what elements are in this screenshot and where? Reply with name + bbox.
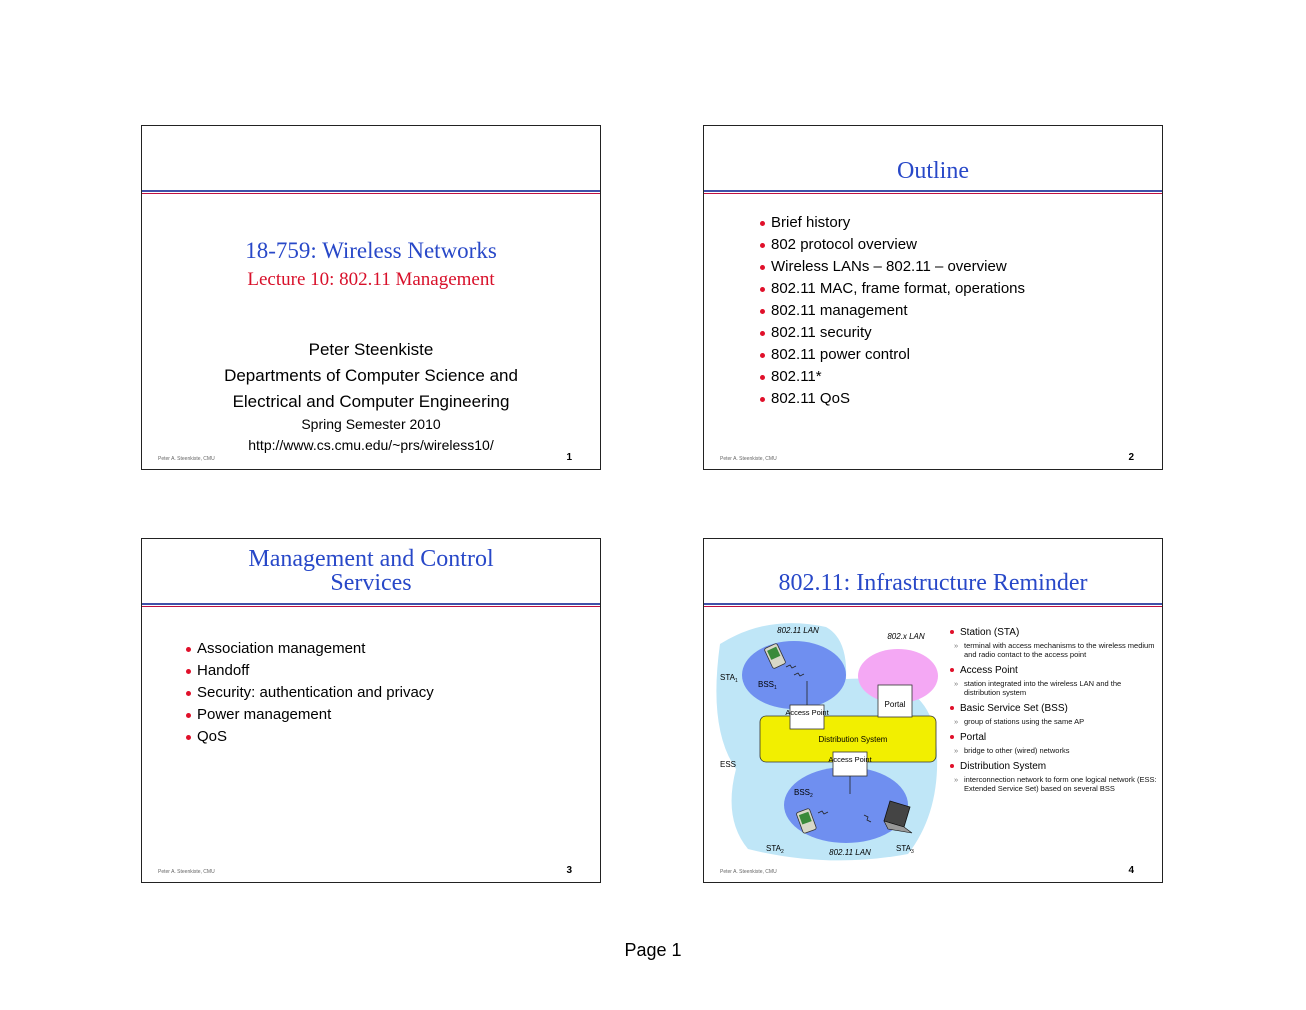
portal-label: Portal [884,700,906,709]
definition-text: » interconnection network to form one logical network (ESS: Extended Service Set) based on several BSS [950,775,1158,793]
wired-lan-label: 802.x LAN [887,632,925,641]
list-item: 802.11 security [760,322,1025,344]
distribution-system-label: Distribution System [818,735,888,744]
access-point-1-label: Access Point [785,708,829,717]
lan-top-label: 802.11 LAN [777,626,819,635]
slide-title-line-1: Management and Control [248,546,494,572]
sta3-label: $STA_3$ [896,844,914,855]
title-rule [704,190,1162,192]
title-rule-accent [704,606,1162,607]
slide-title: 802.11: Infrastructure Reminder [778,570,1088,596]
slide-number: 4 [1128,865,1134,876]
title-rule-accent [704,193,1162,194]
list-item: 802.11 management [760,300,1025,322]
bss1-label: $BSS_1$ [758,680,777,691]
outline-list [760,212,1025,410]
list-item: Access Point » station integrated into the wireless LAN and the distribution system [950,665,1158,697]
list-item: Basic Service Set (BSS) » group of stations using the same AP [950,703,1158,726]
lecture-title: Lecture 10: 802.11 Management [247,269,495,290]
course-title: 18-759: Wireless Networks [245,238,497,263]
list-item: 802 protocol overview [760,234,1025,256]
definition-text: » bridge to other (wired) networks [950,746,1158,755]
author: Peter Steenkiste [308,340,434,359]
list-item: Portal » bridge to other (wired) networks [950,732,1158,755]
bss2-label: $BSS_2$ [794,788,813,799]
slide-title: Outline [897,158,969,184]
slide-title-line-2: Services [330,570,412,596]
department-line-2: Electrical and Computer Engineering [232,392,510,411]
course-url: http://www.cs.cmu.edu/~prs/wireless10/ [248,437,494,453]
list-item: 802.11* [760,366,1025,388]
slide-4 [703,538,1163,883]
title-rule-accent [142,606,600,607]
list-item: Brief history [760,212,1025,234]
slide-3 [141,538,601,883]
slide-footer: Peter A. Steenkiste, CMU [720,869,777,875]
list-item: 802.11 QoS [760,388,1025,410]
slide-number: 2 [1128,452,1134,463]
semester: Spring Semester 2010 [301,416,441,432]
definition-text: » station integrated into the wireless LAN and the distribution system [950,679,1158,697]
page-label: Page 1 [624,940,682,960]
slide-1 [141,125,601,470]
list-item: 802.11 MAC, frame format, operations [760,278,1025,300]
list-item: Association management [186,638,434,660]
sta1-label: $STA_1$ [720,673,738,684]
list-item: Distribution System » interconnection network to form one logical network (ESS: Extended Service Set) based on several BSS [950,761,1158,793]
ess-label: ESS [720,760,737,769]
department-line-1: Departments of Computer Science and [224,366,518,385]
title-rule [142,603,600,605]
slide-footer: Peter A. Steenkiste, CMU [158,869,215,875]
list-item: 802.11 power control [760,344,1025,366]
list-item: Wireless LANs – 802.11 – overview [760,256,1025,278]
list-item: QoS [186,726,434,748]
infrastructure-diagram [708,619,944,869]
list-item: Power management [186,704,434,726]
list-item: Security: authentication and privacy [186,682,434,704]
definitions-list [950,627,1158,799]
title-rule-accent [142,193,600,194]
definition-text: » group of stations using the same AP [950,717,1158,726]
slide-number: 3 [566,865,572,876]
title-rule [704,603,1162,605]
access-point-2-label: Access Point [828,755,872,764]
services-list [186,638,434,748]
list-item: Station (STA) » terminal with access mechanisms to the wireless medium and radio contact to the access point [950,627,1158,659]
slide-2 [703,125,1163,470]
definition-text: » terminal with access mechanisms to the wireless medium and radio contact to the access point [950,641,1158,659]
lan-bottom-label: 802.11 LAN [829,848,871,857]
slide-footer: Peter A. Steenkiste, CMU [720,456,777,462]
sta2-label: $STA_2$ [766,844,784,855]
title-rule [142,190,600,192]
list-item: Handoff [186,660,434,682]
slide-number: 1 [566,452,572,463]
slide-footer: Peter A. Steenkiste, CMU [158,456,215,462]
